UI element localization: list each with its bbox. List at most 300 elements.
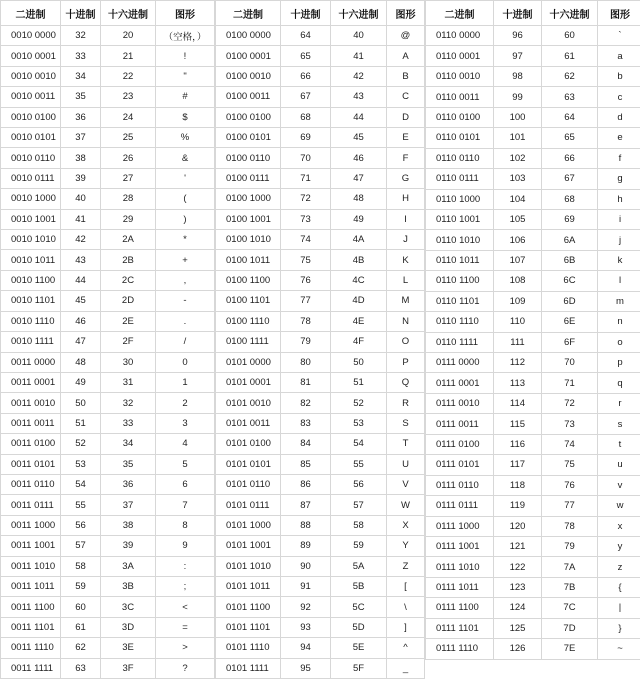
cell-decimal: 84	[281, 434, 331, 454]
cell-glyph: 2	[156, 393, 215, 413]
cell-glyph: `	[598, 26, 640, 46]
table-row	[216, 66, 425, 86]
header-glyph: 图形	[156, 1, 215, 26]
cell-hex: 59	[331, 536, 387, 556]
cell-hex: 7E	[542, 639, 598, 659]
cell-glyph: @	[387, 26, 425, 46]
cell-binary: 0101 1100	[216, 597, 281, 617]
cell-decimal: 117	[494, 455, 542, 475]
table-row	[426, 128, 640, 148]
table-row	[216, 454, 425, 474]
cell-hex: 3B	[101, 576, 156, 596]
cell-binary: 0101 0101	[216, 454, 281, 474]
cell-hex: 43	[331, 87, 387, 107]
cell-binary: 0111 0001	[426, 373, 494, 393]
cell-glyph: l	[598, 271, 640, 291]
cell-binary: 0111 0111	[426, 496, 494, 516]
table-row	[1, 291, 215, 311]
table-row	[216, 658, 425, 678]
table-row	[216, 332, 425, 352]
cell-hex: 44	[331, 107, 387, 127]
header-glyph: 图形	[598, 1, 640, 26]
table-row	[426, 87, 640, 107]
cell-hex: 5B	[331, 576, 387, 596]
cell-decimal: 74	[281, 230, 331, 250]
cell-glyph: ~	[598, 639, 640, 659]
cell-hex: 4C	[331, 270, 387, 290]
cell-binary: 0101 0111	[216, 495, 281, 515]
cell-hex: 28	[101, 189, 156, 209]
table-body	[426, 26, 640, 679]
table-row	[426, 536, 640, 556]
cell-hex: 31	[101, 372, 156, 392]
cell-decimal: 93	[281, 617, 331, 637]
cell-decimal: 118	[494, 475, 542, 495]
cell-glyph: \	[387, 597, 425, 617]
table-row	[216, 413, 425, 433]
cell-hex: 3D	[101, 617, 156, 637]
cell-decimal: 55	[61, 495, 101, 515]
cell-glyph: j	[598, 230, 640, 250]
cell-hex: 76	[542, 475, 598, 495]
cell-decimal: 102	[494, 148, 542, 168]
cell-hex: 27	[101, 168, 156, 188]
cell-binary: 0010 1100	[1, 270, 61, 290]
cell-hex: 57	[331, 495, 387, 515]
cell-decimal: 57	[61, 536, 101, 556]
table-row	[1, 454, 215, 474]
cell-decimal: 51	[61, 413, 101, 433]
cell-decimal: 38	[61, 148, 101, 168]
cell-glyph: d	[598, 107, 640, 127]
cell-hex: 5F	[331, 658, 387, 678]
cell-decimal: 76	[281, 270, 331, 290]
cell-hex: 20	[101, 26, 156, 46]
cell-decimal: 67	[281, 87, 331, 107]
table-row	[1, 66, 215, 86]
cell-hex: 35	[101, 454, 156, 474]
cell-glyph: X	[387, 515, 425, 535]
cell-hex: 52	[331, 393, 387, 413]
cell-binary: 0100 1101	[216, 291, 281, 311]
cell-glyph: /	[156, 332, 215, 352]
cell-decimal: 83	[281, 413, 331, 433]
cell-glyph: #	[156, 87, 215, 107]
table-row	[216, 189, 425, 209]
cell-glyph: U	[387, 454, 425, 474]
cell-hex: 60	[542, 26, 598, 46]
header-decimal: 十进制	[281, 1, 331, 26]
table-row	[216, 209, 425, 229]
header-decimal: 十进制	[61, 1, 101, 26]
cell-glyph: m	[598, 291, 640, 311]
header-binary: 二进制	[216, 1, 281, 26]
table-row	[1, 148, 215, 168]
cell-decimal: 120	[494, 516, 542, 536]
cell-glyph: O	[387, 332, 425, 352]
cell-decimal: 77	[281, 291, 331, 311]
cell-glyph: {	[598, 577, 640, 597]
table-row	[216, 393, 425, 413]
table-row	[216, 576, 425, 596]
cell-binary: 0101 1101	[216, 617, 281, 637]
cell-glyph: N	[387, 311, 425, 331]
cell-decimal: 78	[281, 311, 331, 331]
cell-glyph: y	[598, 536, 640, 556]
cell-decimal: 125	[494, 618, 542, 638]
cell-glyph: M	[387, 291, 425, 311]
cell-glyph: T	[387, 434, 425, 454]
table-row	[426, 312, 640, 332]
cell-glyph: ?	[156, 658, 215, 678]
cell-decimal: 89	[281, 536, 331, 556]
empty-cell	[598, 659, 640, 679]
cell-glyph: $	[156, 107, 215, 127]
cell-decimal: 61	[61, 617, 101, 637]
cell-binary: 0010 0101	[1, 128, 61, 148]
table-row	[216, 107, 425, 127]
ascii-table-1	[0, 0, 215, 679]
cell-binary: 0110 1100	[426, 271, 494, 291]
cell-binary: 0100 1011	[216, 250, 281, 270]
table-row	[426, 455, 640, 475]
cell-decimal: 122	[494, 557, 542, 577]
cell-hex: 77	[542, 496, 598, 516]
table-row	[1, 495, 215, 515]
table-row	[426, 393, 640, 413]
cell-decimal: 104	[494, 189, 542, 209]
cell-hex: 63	[542, 87, 598, 107]
cell-hex: 6C	[542, 271, 598, 291]
table-row	[1, 434, 215, 454]
cell-glyph: =	[156, 617, 215, 637]
table-row	[216, 495, 425, 515]
table-row	[1, 26, 215, 46]
cell-binary: 0011 1111	[1, 658, 61, 678]
cell-hex: 46	[331, 148, 387, 168]
cell-glyph: w	[598, 496, 640, 516]
cell-binary: 0110 0111	[426, 169, 494, 189]
cell-hex: 3E	[101, 638, 156, 658]
cell-binary: 0111 1110	[426, 639, 494, 659]
cell-decimal: 72	[281, 189, 331, 209]
table-row	[426, 434, 640, 454]
cell-hex: 65	[542, 128, 598, 148]
cell-decimal: 94	[281, 638, 331, 658]
cell-glyph: Y	[387, 536, 425, 556]
cell-glyph: A	[387, 46, 425, 66]
cell-decimal: 107	[494, 250, 542, 270]
cell-binary: 0010 0010	[1, 66, 61, 86]
table-header	[216, 1, 425, 26]
table-row	[426, 618, 640, 638]
cell-decimal: 33	[61, 46, 101, 66]
cell-binary: 0011 0110	[1, 474, 61, 494]
table-row	[1, 87, 215, 107]
cell-binary: 0101 1111	[216, 658, 281, 678]
cell-hex: 7D	[542, 618, 598, 638]
cell-glyph: i	[598, 209, 640, 229]
cell-binary: 0101 1000	[216, 515, 281, 535]
cell-glyph: E	[387, 128, 425, 148]
table-row	[1, 638, 215, 658]
cell-decimal: 54	[61, 474, 101, 494]
cell-binary: 0110 0110	[426, 148, 494, 168]
table-row	[1, 230, 215, 250]
table-row	[216, 291, 425, 311]
table-row	[426, 577, 640, 597]
cell-decimal: 95	[281, 658, 331, 678]
table-row	[1, 270, 215, 290]
cell-binary: 0100 1111	[216, 332, 281, 352]
cell-hex: 2B	[101, 250, 156, 270]
cell-glyph: 8	[156, 515, 215, 535]
cell-decimal: 66	[281, 66, 331, 86]
cell-glyph: Q	[387, 372, 425, 392]
ascii-table-3	[425, 0, 640, 679]
cell-binary: 0100 0011	[216, 87, 281, 107]
cell-glyph: &	[156, 148, 215, 168]
cell-glyph: *	[156, 230, 215, 250]
table-row	[1, 107, 215, 127]
cell-glyph: q	[598, 373, 640, 393]
cell-binary: 0100 0110	[216, 148, 281, 168]
cell-binary: 0010 0011	[1, 87, 61, 107]
table-row	[426, 332, 640, 352]
cell-decimal: 37	[61, 128, 101, 148]
cell-glyph: 5	[156, 454, 215, 474]
table-row	[426, 373, 640, 393]
cell-decimal: 73	[281, 209, 331, 229]
cell-binary: 0100 0010	[216, 66, 281, 86]
cell-hex: 21	[101, 46, 156, 66]
cell-hex: 47	[331, 168, 387, 188]
cell-glyph: J	[387, 230, 425, 250]
empty-cell	[426, 659, 494, 679]
cell-binary: 0011 0101	[1, 454, 61, 474]
cell-hex: 34	[101, 434, 156, 454]
cell-hex: 49	[331, 209, 387, 229]
cell-decimal: 41	[61, 209, 101, 229]
cell-decimal: 63	[61, 658, 101, 678]
table-row	[1, 393, 215, 413]
cell-hex: 54	[331, 434, 387, 454]
header-hex: 十六进制	[331, 1, 387, 26]
table-row	[426, 291, 640, 311]
cell-glyph: }	[598, 618, 640, 638]
cell-binary: 0110 0000	[426, 26, 494, 46]
cell-hex: 74	[542, 434, 598, 454]
cell-hex: 29	[101, 209, 156, 229]
table-row	[216, 536, 425, 556]
cell-hex: 48	[331, 189, 387, 209]
cell-decimal: 96	[494, 26, 542, 46]
table-row	[1, 209, 215, 229]
table-row	[1, 576, 215, 596]
table-row	[1, 413, 215, 433]
cell-glyph: c	[598, 87, 640, 107]
cell-hex: 4B	[331, 250, 387, 270]
cell-glyph: 9	[156, 536, 215, 556]
cell-decimal: 79	[281, 332, 331, 352]
empty-cell	[494, 659, 542, 679]
table-row	[216, 230, 425, 250]
cell-binary: 0011 0000	[1, 352, 61, 372]
cell-binary: 0101 1110	[216, 638, 281, 658]
header-glyph: 图形	[387, 1, 425, 26]
table-row	[426, 639, 640, 659]
table-row	[426, 414, 640, 434]
table-row	[1, 46, 215, 66]
cell-decimal: 34	[61, 66, 101, 86]
cell-binary: 0111 1101	[426, 618, 494, 638]
cell-binary: 0011 1000	[1, 515, 61, 535]
cell-glyph: t	[598, 434, 640, 454]
cell-decimal: 52	[61, 434, 101, 454]
cell-decimal: 98	[494, 66, 542, 86]
cell-glyph: |	[598, 598, 640, 618]
cell-decimal: 123	[494, 577, 542, 597]
header-hex: 十六进制	[542, 1, 598, 26]
cell-decimal: 43	[61, 250, 101, 270]
cell-hex: 39	[101, 536, 156, 556]
cell-binary: 0111 0010	[426, 393, 494, 413]
cell-binary: 0111 0000	[426, 353, 494, 373]
cell-glyph: ;	[156, 576, 215, 596]
cell-binary: 0101 1010	[216, 556, 281, 576]
cell-decimal: 32	[61, 26, 101, 46]
cell-glyph: V	[387, 474, 425, 494]
cell-binary: 0111 1001	[426, 536, 494, 556]
cell-binary: 0100 1010	[216, 230, 281, 250]
cell-hex: 6A	[542, 230, 598, 250]
table-row	[426, 516, 640, 536]
cell-binary: 0111 0100	[426, 434, 494, 454]
cell-glyph: S	[387, 413, 425, 433]
table-row	[1, 556, 215, 576]
cell-binary: 0100 0001	[216, 46, 281, 66]
cell-decimal: 85	[281, 454, 331, 474]
cell-hex: 6E	[542, 312, 598, 332]
cell-binary: 0011 0010	[1, 393, 61, 413]
cell-binary: 0110 0101	[426, 128, 494, 148]
cell-decimal: 39	[61, 168, 101, 188]
cell-decimal: 59	[61, 576, 101, 596]
cell-binary: 0100 0101	[216, 128, 281, 148]
cell-hex: 5A	[331, 556, 387, 576]
cell-hex: 78	[542, 516, 598, 536]
cell-decimal: 82	[281, 393, 331, 413]
cell-glyph: R	[387, 393, 425, 413]
cell-hex: 79	[542, 536, 598, 556]
table-row	[1, 536, 215, 556]
cell-decimal: 103	[494, 169, 542, 189]
table-row	[426, 26, 640, 46]
cell-glyph: b	[598, 66, 640, 86]
table-row	[216, 617, 425, 637]
cell-glyph: 1	[156, 372, 215, 392]
cell-decimal: 58	[61, 556, 101, 576]
cell-decimal: 56	[61, 515, 101, 535]
cell-hex: 55	[331, 454, 387, 474]
cell-binary: 0011 1100	[1, 597, 61, 617]
table-row	[1, 332, 215, 352]
cell-binary: 0010 0000	[1, 26, 61, 46]
cell-decimal: 45	[61, 291, 101, 311]
cell-decimal: 126	[494, 639, 542, 659]
cell-binary: 0010 0001	[1, 46, 61, 66]
cell-decimal: 106	[494, 230, 542, 250]
cell-hex: 41	[331, 46, 387, 66]
cell-binary: 0100 1100	[216, 270, 281, 290]
cell-glyph: k	[598, 250, 640, 270]
cell-glyph: (	[156, 189, 215, 209]
cell-hex: 23	[101, 87, 156, 107]
cell-hex: 2D	[101, 291, 156, 311]
table-row	[216, 270, 425, 290]
table-row	[426, 230, 640, 250]
cell-hex: 5C	[331, 597, 387, 617]
table-row	[426, 107, 640, 127]
cell-glyph: >	[156, 638, 215, 658]
cell-glyph: f	[598, 148, 640, 168]
table-row	[1, 515, 215, 535]
cell-decimal: 99	[494, 87, 542, 107]
cell-binary: 0011 1010	[1, 556, 61, 576]
cell-decimal: 105	[494, 209, 542, 229]
table-row	[1, 597, 215, 617]
cell-hex: 7A	[542, 557, 598, 577]
cell-binary: 0011 0100	[1, 434, 61, 454]
cell-decimal: 116	[494, 434, 542, 454]
cell-decimal: 119	[494, 496, 542, 516]
table-row	[426, 475, 640, 495]
cell-glyph: g	[598, 169, 640, 189]
cell-hex: 66	[542, 148, 598, 168]
table-row	[426, 148, 640, 168]
cell-hex: 69	[542, 209, 598, 229]
cell-glyph: -	[156, 291, 215, 311]
cell-hex: 50	[331, 352, 387, 372]
cell-decimal: 88	[281, 515, 331, 535]
cell-glyph: e	[598, 128, 640, 148]
cell-glyph: L	[387, 270, 425, 290]
table-body	[1, 26, 215, 679]
cell-hex: 5D	[331, 617, 387, 637]
cell-binary: 0100 1001	[216, 209, 281, 229]
cell-decimal: 124	[494, 598, 542, 618]
cell-binary: 0010 1101	[1, 291, 61, 311]
cell-decimal: 40	[61, 189, 101, 209]
cell-hex: 4A	[331, 230, 387, 250]
table-row	[1, 617, 215, 637]
cell-hex: 4F	[331, 332, 387, 352]
cell-decimal: 80	[281, 352, 331, 372]
table-row	[426, 598, 640, 618]
cell-glyph: （空格，）	[156, 26, 215, 46]
cell-binary: 0111 1010	[426, 557, 494, 577]
cell-hex: 22	[101, 66, 156, 86]
cell-glyph: W	[387, 495, 425, 515]
cell-hex: 5E	[331, 638, 387, 658]
table-row	[426, 209, 640, 229]
cell-decimal: 121	[494, 536, 542, 556]
cell-decimal: 70	[281, 148, 331, 168]
table-row	[1, 474, 215, 494]
cell-hex: 68	[542, 189, 598, 209]
cell-binary: 0110 1011	[426, 250, 494, 270]
cell-hex: 61	[542, 46, 598, 66]
